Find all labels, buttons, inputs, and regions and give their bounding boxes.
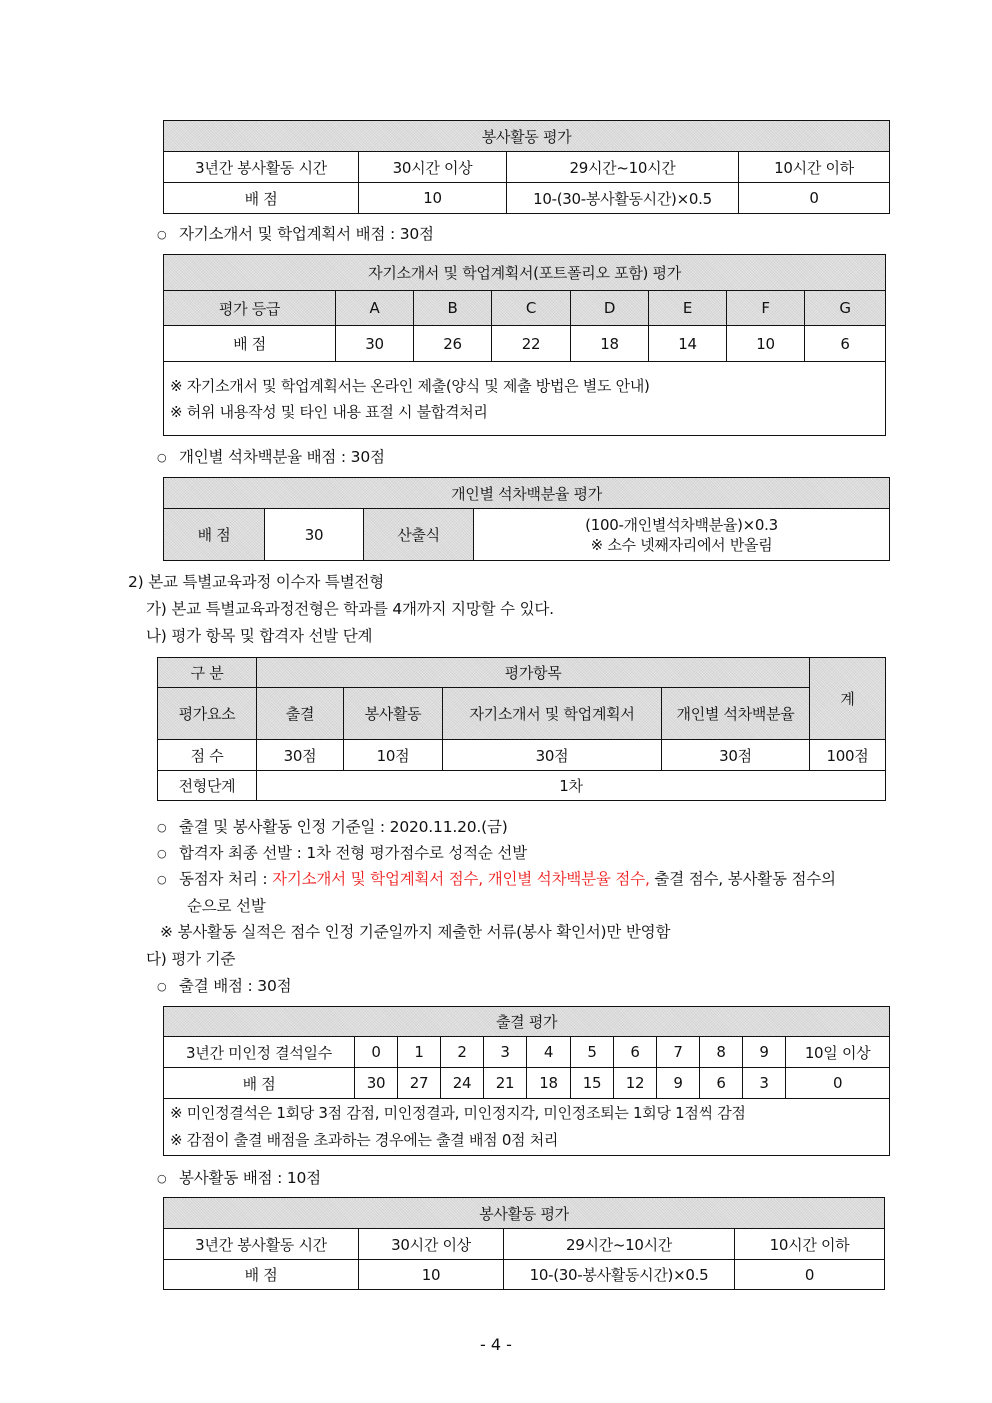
table-cell: 12 bbox=[614, 1068, 657, 1099]
summary-table bbox=[157, 657, 886, 801]
rank-eval-table bbox=[163, 477, 890, 561]
volunteer-note: ※ 봉사활동 실적은 점수 인정 기준일까지 제출한 서류(봉사 확인서)만 반영함 bbox=[160, 923, 671, 941]
table-cell: 30 bbox=[265, 509, 364, 561]
header-cell: 출결 bbox=[257, 688, 344, 740]
table-cell: 15 bbox=[571, 1068, 614, 1099]
note-line: ※ 자기소개서 및 학업계획서는 온라인 제출(양식 및 제출 방법은 별도 안내) bbox=[170, 376, 650, 395]
table-title: 봉사활동 평가 bbox=[164, 1198, 885, 1229]
header-cell: 개인별 석차백분율 bbox=[662, 688, 810, 740]
header-cell: 1 bbox=[398, 1037, 441, 1068]
formula-note: ※ 소수 넷째자리에서 반올림 bbox=[590, 535, 773, 554]
header-cell: 6 bbox=[614, 1037, 657, 1068]
header-cell: 8 bbox=[700, 1037, 743, 1068]
table-cell: 10-(30-봉사활동시간)×0.5 bbox=[507, 183, 739, 214]
table-cell: 18 bbox=[571, 326, 649, 362]
item-ga: 가) 본교 특별교육과정전형은 학과를 4개까지 지망할 수 있다. bbox=[146, 600, 554, 618]
row-label: 배 점 bbox=[164, 1068, 355, 1099]
table-notes bbox=[164, 1099, 890, 1156]
bullet-essay-score bbox=[157, 222, 434, 244]
table-cell: 3 bbox=[743, 1068, 786, 1099]
header-cell: 3년간 봉사활동 시간 bbox=[164, 1229, 359, 1260]
row-label: 산출식 bbox=[364, 509, 474, 561]
item-da: 다) 평가 기준 bbox=[146, 950, 236, 968]
header-cell: 평가항목 bbox=[257, 658, 810, 688]
bullet-volunteer-score bbox=[157, 1166, 321, 1188]
header-cell: 봉사활동 bbox=[344, 688, 443, 740]
note-line: ※ 미인정결석은 1회당 3점 감점, 미인정결과, 미인정지각, 미인정조퇴는 1회당 1점씩 감점 bbox=[170, 1104, 746, 1122]
header-cell: 3년간 봉사활동 시간 bbox=[164, 152, 359, 183]
table-cell: 14 bbox=[649, 326, 727, 362]
table-cell: 21 bbox=[484, 1068, 527, 1099]
bullet-icon: ○ bbox=[157, 980, 167, 993]
bullet-text: 합격자 최종 선발 : 1차 전형 평가점수로 성적순 선발 bbox=[179, 844, 527, 862]
bullet-rank-score bbox=[157, 445, 385, 467]
header-cell: 0 bbox=[355, 1037, 398, 1068]
header-cell: 10시간 이하 bbox=[739, 152, 890, 183]
header-cell: C bbox=[492, 291, 571, 326]
header-cell: 자기소개서 및 학업계획서 bbox=[443, 688, 662, 740]
bullet-text: 봉사활동 배점 : 10점 bbox=[179, 1169, 321, 1187]
table-cell: 0 bbox=[786, 1068, 890, 1099]
table-title: 출결 평가 bbox=[164, 1007, 890, 1037]
bullet-icon: ○ bbox=[157, 451, 167, 464]
highlighted-text: 자기소개서 및 학업계획서 점수, 개인별 석차백분율 점수, bbox=[272, 870, 650, 888]
header-cell: 9 bbox=[743, 1037, 786, 1068]
header-cell: 29시간~10시간 bbox=[507, 152, 739, 183]
header-cell: 3 bbox=[484, 1037, 527, 1068]
table-notes bbox=[164, 362, 886, 436]
row-label: 배 점 bbox=[164, 1260, 359, 1290]
header-cell: 10시간 이하 bbox=[735, 1229, 885, 1260]
table-cell: 24 bbox=[441, 1068, 484, 1099]
header-cell: 2 bbox=[441, 1037, 484, 1068]
table-cell: 10 bbox=[359, 183, 507, 214]
bullet-final-selection bbox=[157, 841, 527, 863]
header-cell: 구 분 bbox=[158, 658, 257, 688]
row-label: 배 점 bbox=[164, 509, 265, 561]
tie-break-continued: 순으로 선발 bbox=[187, 897, 266, 915]
table-cell: 30 bbox=[355, 1068, 398, 1099]
header-cell: F bbox=[727, 291, 805, 326]
table-cell: 18 bbox=[527, 1068, 571, 1099]
row-label: 평가요소 bbox=[158, 688, 257, 740]
item-na: 나) 평가 항목 및 합격자 선발 단계 bbox=[146, 627, 373, 645]
bullet-icon: ○ bbox=[157, 228, 167, 241]
bullet-text: 동점자 처리 : bbox=[179, 870, 273, 888]
page-number: - 4 - bbox=[480, 1335, 512, 1354]
formula-cell bbox=[474, 509, 890, 561]
header-cell: 30시간 이상 bbox=[359, 1229, 504, 1260]
header-cell: 5 bbox=[571, 1037, 614, 1068]
table-title: 봉사활동 평가 bbox=[164, 121, 890, 152]
row-label: 배 점 bbox=[164, 183, 359, 214]
note-line: ※ 허위 내용작성 및 타인 내용 표절 시 불합격처리 bbox=[170, 402, 488, 421]
row-label: 전형단계 bbox=[158, 771, 257, 801]
bullet-attendance-score bbox=[157, 974, 291, 996]
bullet-icon: ○ bbox=[157, 821, 167, 834]
table-cell: 26 bbox=[414, 326, 492, 362]
header-cell: 30시간 이상 bbox=[359, 152, 507, 183]
bullet-base-date bbox=[157, 815, 508, 837]
row-label: 배 점 bbox=[164, 326, 336, 362]
header-cell: 3년간 미인정 결석일수 bbox=[164, 1037, 355, 1068]
table-cell: 10-(30-봉사활동시간)×0.5 bbox=[504, 1260, 735, 1290]
header-cell: 계 bbox=[810, 658, 886, 740]
attendance-eval-table bbox=[163, 1006, 890, 1156]
table-title: 자기소개서 및 학업계획서(포트폴리오 포함) 평가 bbox=[164, 255, 886, 291]
bullet-text: 개인별 석차백분율 배점 : 30점 bbox=[179, 448, 385, 466]
section-heading: 2) 본교 특별교육과정 이수자 특별전형 bbox=[128, 573, 385, 591]
row-label: 점 수 bbox=[158, 740, 257, 771]
table-cell: 22 bbox=[492, 326, 571, 362]
table-cell: 6 bbox=[700, 1068, 743, 1099]
table-cell: 9 bbox=[657, 1068, 700, 1099]
formula-line: (100-개인별석차백분율)×0.3 bbox=[585, 515, 778, 534]
header-cell: D bbox=[571, 291, 649, 326]
header-cell: B bbox=[414, 291, 492, 326]
total-cell: 100점 bbox=[810, 740, 886, 771]
table-cell: 10점 bbox=[344, 740, 443, 771]
table-cell: 30점 bbox=[257, 740, 344, 771]
table-cell: 6 bbox=[805, 326, 886, 362]
table-cell: 0 bbox=[739, 183, 890, 214]
table-cell: 10 bbox=[727, 326, 805, 362]
header-cell: A bbox=[336, 291, 414, 326]
stage-cell: 1차 bbox=[257, 771, 886, 801]
bullet-tie-break bbox=[157, 867, 836, 889]
header-cell: G bbox=[805, 291, 886, 326]
table-cell: 30점 bbox=[443, 740, 662, 771]
table-title: 개인별 석차백분율 평가 bbox=[164, 478, 890, 509]
volunteer-eval-table-bottom bbox=[163, 1197, 885, 1290]
header-cell: 7 bbox=[657, 1037, 700, 1068]
table-cell: 10 bbox=[359, 1260, 504, 1290]
table-cell: 27 bbox=[398, 1068, 441, 1099]
volunteer-eval-table-top bbox=[163, 120, 890, 214]
bullet-icon: ○ bbox=[157, 873, 167, 886]
note-line: ※ 감점이 출결 배점을 초과하는 경우에는 출결 배점 0점 처리 bbox=[170, 1131, 559, 1149]
bullet-text: 자기소개서 및 학업계획서 배점 : 30점 bbox=[179, 225, 434, 243]
header-cell: E bbox=[649, 291, 727, 326]
header-cell: 10일 이상 bbox=[786, 1037, 890, 1068]
header-cell: 평가 등급 bbox=[164, 291, 336, 326]
header-cell: 29시간~10시간 bbox=[504, 1229, 735, 1260]
essay-eval-table bbox=[163, 254, 886, 436]
bullet-text: 출결 점수, 봉사활동 점수의 bbox=[649, 870, 836, 888]
table-cell: 0 bbox=[735, 1260, 885, 1290]
bullet-icon: ○ bbox=[157, 1172, 167, 1185]
table-cell: 30점 bbox=[662, 740, 810, 771]
table-cell: 30 bbox=[336, 326, 414, 362]
header-cell: 4 bbox=[527, 1037, 571, 1068]
bullet-text: 출결 배점 : 30점 bbox=[179, 977, 292, 995]
bullet-text: 출결 및 봉사활동 인정 기준일 : 2020.11.20.(금) bbox=[179, 818, 508, 836]
bullet-icon: ○ bbox=[157, 847, 167, 860]
